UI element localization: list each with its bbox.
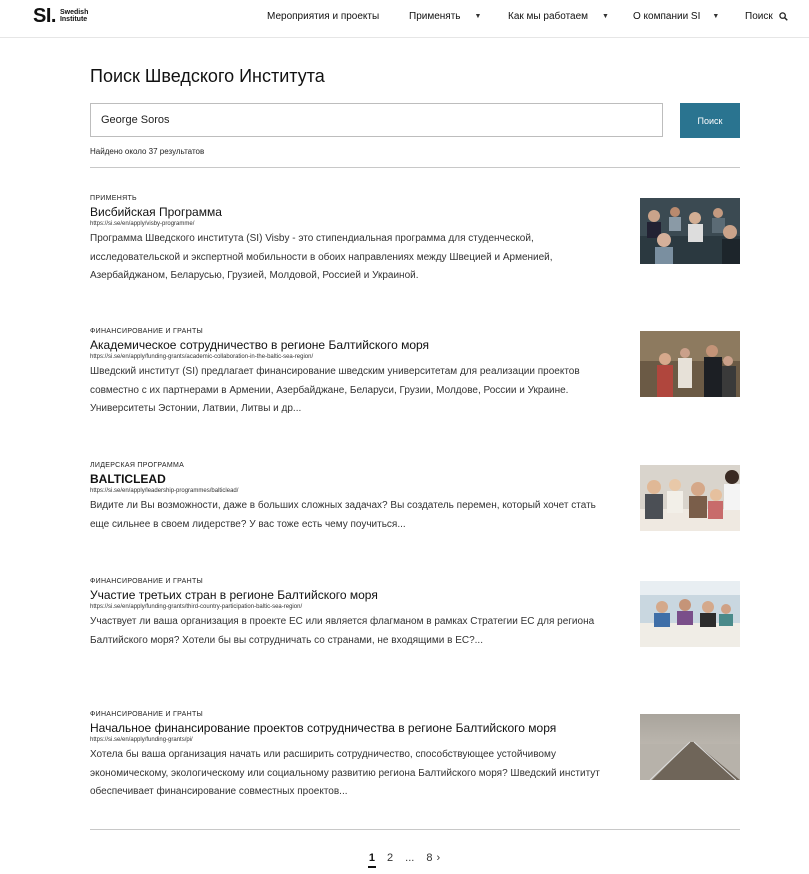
search-input[interactable]: George Soros <box>90 103 663 137</box>
result-title-link[interactable]: Висбийская Программа <box>90 205 222 219</box>
nav-item-label: Мероприятия и проекты <box>267 11 380 22</box>
result-description: Программа Шведского института (SI) Visby - это стипендиальная программа для студенческой, исследовательской и экспертной мобильности в обоих направлениях между Швецией и Арменией, Азербайджаном, Беларусью, Грузией, Молдовой, Россией и Украиной. <box>90 233 553 281</box>
result-url[interactable]: https://si.se/en/apply/funding-grants/pi/ <box>90 737 193 743</box>
site-logo[interactable] <box>33 6 88 26</box>
search-result <box>90 462 740 534</box>
header-search-label: Поиск <box>745 11 773 22</box>
result-description: Шведский институт (SI) предлагает финансирование шведским университетам для реализации проектов совместно с их партнерами в Армении, Азербайджане, Беларуси, Грузии, Молдове, России и Украине. Университеты Эстонии, Латвии, Литвы и др... <box>90 366 580 414</box>
pagination-ellipsis: ... <box>405 852 415 864</box>
logo-mark: SI. <box>33 5 56 27</box>
search-result <box>90 328 740 419</box>
result-url[interactable]: https://si.se/en/apply/funding-grants/academic-collaboration-in-the-baltic-sea-region/ <box>90 354 314 360</box>
result-url[interactable]: https://si.se/en/apply/funding-grants/third-country-participation-baltic-sea-region/ <box>90 604 303 610</box>
result-thumbnail[interactable] <box>640 465 740 531</box>
logo-line-1: Swedish <box>59 9 89 16</box>
site-header <box>0 0 809 38</box>
result-category: ФИНАНСИРОВАНИЕ И ГРАНТЫ <box>90 328 204 335</box>
result-category: ПРИМЕНЯТЬ <box>90 195 137 202</box>
result-category: ФИНАНСИРОВАНИЕ И ГРАНТЫ <box>90 711 204 718</box>
page-8-link[interactable]: 8 <box>426 852 433 864</box>
result-title-link[interactable]: Начальное финансирование проектов сотрудничества в регионе Балтийского моря <box>90 721 557 735</box>
next-page-icon[interactable]: › <box>436 852 441 864</box>
result-category: ФИНАНСИРОВАНИЕ И ГРАНТЫ <box>90 578 204 585</box>
chevron-down-icon: ▼ <box>474 13 482 20</box>
search-result <box>90 711 740 802</box>
result-title-link[interactable]: Участие третьих стран в регионе Балтийского моря <box>90 588 378 602</box>
page-title: Поиск Шведского Института <box>90 66 325 86</box>
pagination <box>0 852 809 868</box>
search-result <box>90 578 740 650</box>
nav-item-apply[interactable] <box>409 11 481 22</box>
result-category: ЛИДЕРСКАЯ ПРОГРАММА <box>90 462 185 469</box>
nav-item-label: О компании SI <box>633 11 701 22</box>
chevron-down-icon: ▼ <box>712 13 720 20</box>
nav-item-label: Как мы работаем <box>508 11 589 22</box>
result-count: Найдено около 37 результатов <box>90 147 205 156</box>
divider <box>90 829 740 830</box>
result-url[interactable]: https://si.se/en/apply/leadership-programmes/balticlead/ <box>90 488 239 494</box>
nav-item-events[interactable] <box>267 11 379 22</box>
result-description: Хотела бы ваша организация начать или расширить сотрудничество, способствующее устойчивому экономическому, экологическому или социальному развитию региона Балтийского моря? Шведский институт обеспечивает финансирование совместных проектов... <box>90 749 600 797</box>
search-icon <box>779 12 788 21</box>
result-thumbnail[interactable] <box>640 581 740 647</box>
nav-item-label: Применять <box>409 11 461 22</box>
nav-item-how-we-work[interactable] <box>508 11 609 22</box>
result-description: Участвует ли ваша организация в проекте ЕС или является флагманом в рамках Стратегии ЕС для региона Балтийского моря? Хотели бы вы сотрудничать со странами, не входящими в ЕС?... <box>90 616 595 646</box>
result-title-link[interactable]: Академическое сотрудничество в регионе Балтийского моря <box>90 338 430 352</box>
search-result <box>90 195 740 286</box>
divider <box>90 167 740 168</box>
logo-line-2: Institute <box>59 16 88 23</box>
page-1-link[interactable]: 1 <box>368 852 376 868</box>
page-2-link[interactable]: 2 <box>387 852 394 864</box>
result-thumbnail[interactable] <box>640 714 740 780</box>
search-button[interactable]: Поиск <box>680 103 740 138</box>
result-thumbnail[interactable] <box>640 331 740 397</box>
chevron-down-icon: ▼ <box>602 13 609 20</box>
logo-wordmark <box>60 9 88 23</box>
header-search-link[interactable] <box>745 11 788 22</box>
result-url[interactable]: https://si.se/en/apply/visby-programme/ <box>90 221 195 227</box>
result-thumbnail[interactable] <box>640 198 740 264</box>
nav-item-about[interactable] <box>633 11 719 22</box>
result-description: Видите ли Вы возможности, даже в больших сложных задачах? Вы создатель перемен, который хочет стать еще сильнее в своем лидерстве? У вас тоже есть чему поучиться... <box>90 500 596 530</box>
result-title-link[interactable]: BALTICLEAD <box>90 472 166 486</box>
